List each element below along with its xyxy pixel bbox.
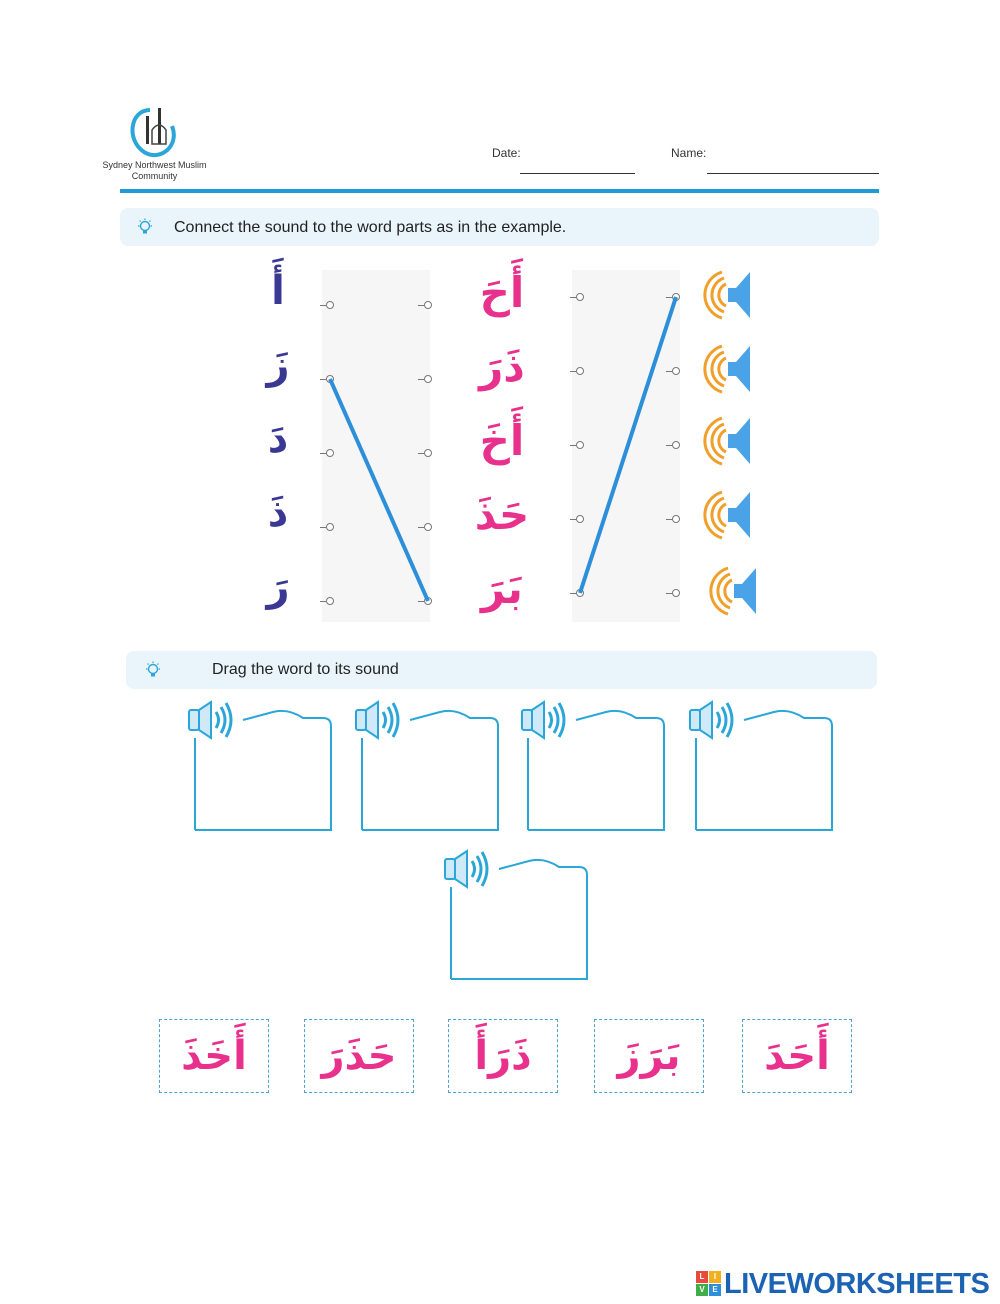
word-part-item: أَحَ: [479, 268, 525, 317]
drop-box[interactable]: [193, 708, 335, 834]
letter-item: دَ: [267, 416, 289, 462]
drag-instruction-text: Drag the word to its sound: [212, 661, 399, 678]
connector-dot[interactable]: [576, 441, 584, 449]
drop-box[interactable]: [449, 857, 591, 983]
connector-dot[interactable]: [576, 293, 584, 301]
word-tile[interactable]: أَحَدَ: [742, 1019, 852, 1093]
letter-item: أَ: [271, 268, 285, 314]
name-label: Name:: [671, 146, 707, 160]
lightbulb-icon: [136, 218, 154, 236]
org-logo: [92, 100, 217, 188]
connector-dot[interactable]: [326, 523, 334, 531]
brand-cubes-icon: [696, 1269, 722, 1299]
word-part-item: ذَرَ: [479, 342, 525, 391]
word-part-item: حَذَ: [474, 490, 530, 539]
connector-dot[interactable]: [326, 301, 334, 309]
date-label: Date:: [492, 146, 521, 160]
liveworksheets-brand[interactable]: [696, 1266, 989, 1302]
word-part-item: بَرَ: [481, 564, 523, 613]
name-field-line[interactable]: [707, 173, 879, 174]
connector-dot[interactable]: [326, 449, 334, 457]
speaker-icon[interactable]: [700, 412, 760, 470]
connector-dot[interactable]: [424, 523, 432, 531]
letter-item: رَ: [266, 564, 290, 610]
connector-dot[interactable]: [424, 597, 432, 605]
connector-dot[interactable]: [672, 515, 680, 523]
word-tile[interactable]: بَرَزَ: [594, 1019, 704, 1093]
connector-dot[interactable]: [576, 367, 584, 375]
column-shade-left: [322, 270, 430, 622]
date-field-line[interactable]: [520, 173, 635, 174]
speaker-icon[interactable]: [518, 698, 570, 742]
speaker-icon[interactable]: [185, 698, 237, 742]
letter-item: ذَ: [267, 490, 289, 536]
speaker-icon[interactable]: [700, 266, 760, 324]
speaker-icon[interactable]: [352, 698, 404, 742]
lightbulb-icon: [144, 661, 162, 679]
brand-cube: E: [709, 1284, 721, 1296]
connector-dot[interactable]: [576, 515, 584, 523]
speaker-icon[interactable]: [700, 340, 760, 398]
drag-instruction-banner: [126, 651, 877, 689]
header-divider: [120, 189, 879, 193]
drop-box[interactable]: [526, 708, 668, 834]
brand-cube: L: [696, 1271, 708, 1283]
connector-dot[interactable]: [424, 375, 432, 383]
connector-dot[interactable]: [672, 589, 680, 597]
connector-dot[interactable]: [576, 589, 584, 597]
brand-cube: I: [709, 1271, 721, 1283]
connector-dot[interactable]: [424, 301, 432, 309]
drop-box[interactable]: [694, 708, 836, 834]
speaker-icon[interactable]: [441, 847, 493, 891]
mosque-logo-icon: [122, 100, 182, 160]
connector-dot[interactable]: [672, 367, 680, 375]
word-tile[interactable]: أَخَذَ: [159, 1019, 269, 1093]
speaker-icon[interactable]: [700, 486, 760, 544]
speaker-icon[interactable]: [686, 698, 738, 742]
brand-cube: V: [696, 1284, 708, 1296]
letter-item: زَ: [266, 342, 290, 388]
org-name: Sydney Northwest Muslim Community: [102, 160, 207, 181]
drop-box[interactable]: [360, 708, 502, 834]
column-shade-right: [572, 270, 680, 622]
connector-dot[interactable]: [672, 293, 680, 301]
connector-dot[interactable]: [424, 449, 432, 457]
word-tile[interactable]: حَذَرَ: [304, 1019, 414, 1093]
connector-dot[interactable]: [326, 375, 334, 383]
connector-dot[interactable]: [326, 597, 334, 605]
connect-instruction-banner: [120, 208, 879, 246]
brand-name: LIVEWORKSHEETS: [724, 1267, 990, 1300]
connector-dot[interactable]: [672, 441, 680, 449]
connect-instruction-text: Connect the sound to the word parts as in the example.: [174, 219, 567, 236]
word-tile[interactable]: ذَرَأَ: [448, 1019, 558, 1093]
word-part-item: أَخَ: [479, 416, 525, 465]
speaker-icon[interactable]: [706, 562, 766, 620]
